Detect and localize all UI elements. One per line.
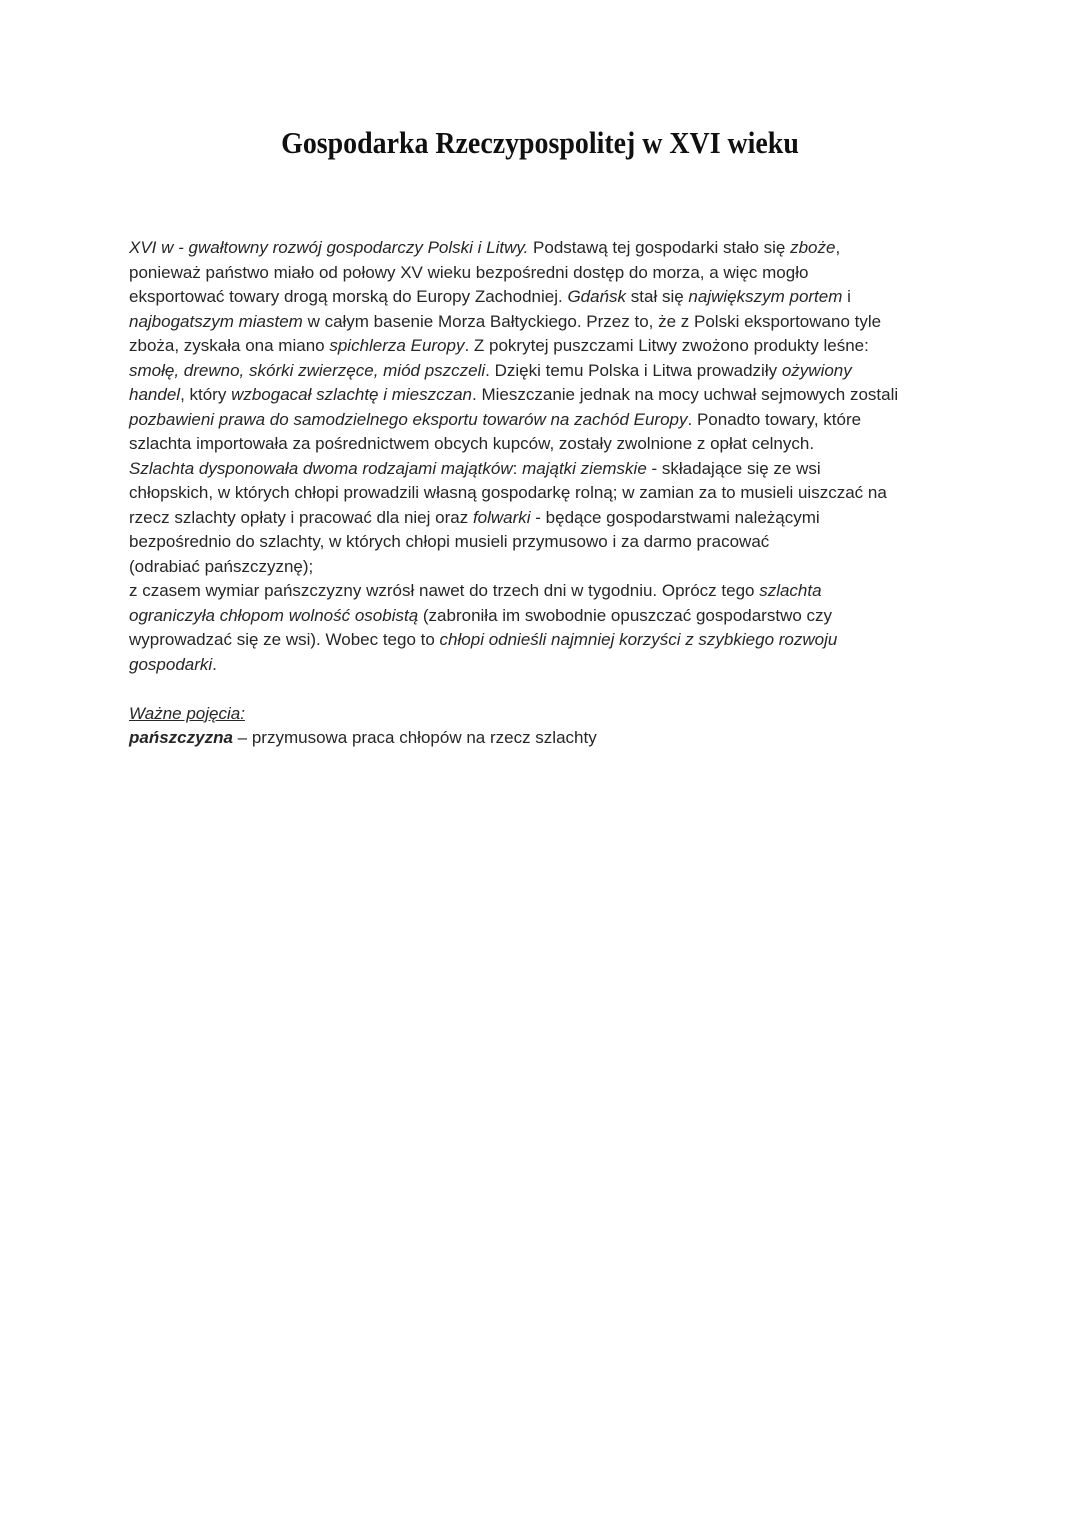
- text-run: :: [512, 458, 523, 478]
- text-run: ożywiony: [781, 360, 852, 380]
- terms-heading: Ważne pojęcia:: [129, 703, 245, 723]
- text-run: szlachta importowała za pośrednictwem obcych kupców, zostały zwolnione z opłat celnych.: [129, 434, 815, 453]
- text-run: stał się: [626, 287, 689, 306]
- text-line: [129, 506, 954, 531]
- text-line: [129, 530, 954, 555]
- definition-term: pańszczyzna: [129, 728, 233, 747]
- text-line: [129, 285, 954, 310]
- text-line: [129, 481, 954, 506]
- text-run: w całym basenie Morza Bałtyckiego. Przez to, że z Polski eksportowano tyle: [302, 311, 882, 331]
- text-run: z czasem wymiar pańszczyzny wzrósł nawet do trzech dni w tygodniu. Oprócz tego: [129, 581, 760, 600]
- text-line: [129, 457, 954, 482]
- text-run: . Ponadto towary, które: [687, 409, 862, 429]
- text-line: [129, 604, 954, 629]
- text-run: . Dzięki temu Polska i Litwa prowadziły: [485, 360, 782, 380]
- text-run: gospodarki: [129, 654, 213, 674]
- text-run: . Mieszczanie jednak na mocy uchwał sejmowych zostali: [472, 385, 899, 404]
- text-line: [129, 408, 954, 433]
- text-line: [129, 628, 954, 653]
- text-run: szlachta: [759, 581, 822, 600]
- text-run: (zabroniła im swobodnie opuszczać gospodarstwo czy: [418, 605, 833, 625]
- text-line: [129, 653, 954, 678]
- text-run: ograniczyła chłopom wolność osobistą: [129, 605, 419, 625]
- text-run: Podstawą tej gospodarki stało się: [528, 238, 791, 257]
- text-run: rzecz szlachty opłaty i pracować dla niej oraz: [129, 507, 473, 527]
- text-run: ponieważ państwo miało od połowy XV wieku bezpośredni dostęp do morza, a więc mogło: [129, 262, 809, 282]
- text-line: [129, 236, 954, 261]
- text-line: [129, 579, 954, 604]
- text-line: [129, 383, 954, 408]
- text-run: .: [212, 654, 217, 674]
- body-text: [129, 236, 954, 751]
- text-line: [129, 555, 954, 580]
- text-line: [129, 432, 954, 457]
- text-run: (odrabiać pańszczyznę);: [129, 556, 314, 576]
- definition-line: [129, 726, 954, 751]
- text-run: - będące gospodarstwami należącymi: [530, 507, 820, 527]
- text-run: wyprowadzać się ze wsi). Wobec tego to: [129, 630, 440, 649]
- text-run: wzbogacał szlachtę i mieszczan: [231, 385, 473, 404]
- text-run: chłopi odnieśli najmniej korzyści z szybkiego rozwoju: [439, 630, 838, 649]
- text-run: XVI w - gwałtowny rozwój gospodarczy Polski i Litwy.: [129, 238, 529, 257]
- text-run: bezpośrednio do szlachty, w których chłopi musieli przymusowo i za darmo pracować: [129, 532, 770, 551]
- text-run: i: [842, 287, 851, 306]
- definition-text: – przymusowa praca chłopów na rzecz szlachty: [232, 728, 597, 747]
- text-run: majątki ziemskie: [522, 458, 647, 478]
- text-run: najbogatszym miastem: [129, 311, 303, 331]
- text-line: [129, 310, 954, 335]
- text-line: [129, 359, 954, 384]
- text-run: . Z pokrytej puszczami Litwy zwożono produkty leśne:: [464, 336, 869, 355]
- text-line: [129, 334, 954, 359]
- text-run: , który: [180, 385, 232, 404]
- text-run: folwarki: [472, 507, 531, 527]
- paragraph: [129, 236, 954, 677]
- text-run: Szlachta dysponowała dwoma rodzajami majątków: [129, 458, 513, 478]
- text-run: największym portem: [688, 287, 843, 306]
- text-line: [129, 261, 954, 286]
- text-run: chłopskich, w których chłopi prowadzili własną gospodarkę rolną; w zamian za to musieli uiszczać na: [129, 483, 887, 502]
- text-run: spichlerza Europy: [329, 336, 465, 355]
- text-run: zboże: [790, 238, 836, 257]
- text-run: eksportować towary drogą morską do Europy Zachodniej.: [129, 287, 568, 306]
- text-run: - składające się ze wsi: [646, 458, 821, 478]
- text-run: Gdańsk: [567, 287, 627, 306]
- text-run: pozbawieni prawa do samodzielnego eksportu towarów na zachód Europy: [129, 409, 688, 429]
- text-run: smołę, drewno, skórki zwierzęce, miód pszczeli: [129, 360, 486, 380]
- text-run: ,: [835, 238, 841, 257]
- page-title: Gospodarka Rzeczypospolitej w XVI wieku: [281, 125, 799, 160]
- text-run: zboża, zyskała ona miano: [129, 336, 330, 355]
- text-run: handel: [129, 385, 181, 404]
